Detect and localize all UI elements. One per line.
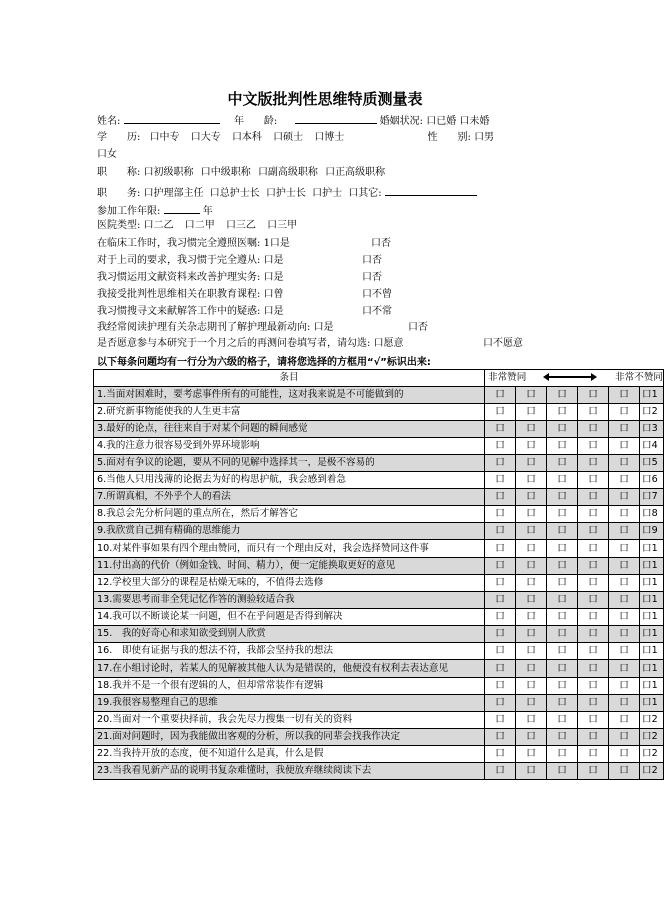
row-item-text: 3.最好的论点，往往来自于对某个问题的瞬间感觉: [94, 421, 485, 438]
rating-checkbox[interactable]: 口: [609, 626, 640, 643]
question-d: [97, 288, 392, 302]
rating-checkbox[interactable]: 口: [547, 746, 578, 763]
female-line: [97, 148, 117, 162]
rating-checkbox[interactable]: 口: [578, 506, 609, 523]
hospital-type-line: [97, 219, 297, 233]
row-item-text: 2.研究新事物能使我的人生更丰富: [94, 404, 485, 421]
position-option-4[interactable]: 口护士: [312, 188, 343, 199]
rating-checkbox[interactable]: 口: [547, 455, 578, 472]
rating-checkbox[interactable]: 口: [578, 387, 609, 404]
rating-checkbox[interactable]: 口: [547, 712, 578, 729]
question-f: [97, 321, 428, 335]
row-item-text: 14.我可以不断谈论某一问题，但不在乎问题是否得到解决: [94, 609, 485, 626]
rating-checkbox[interactable]: 口: [609, 643, 640, 660]
table-row: [94, 729, 664, 746]
table-row: [94, 575, 664, 592]
rating-checkbox[interactable]: 口: [547, 763, 578, 780]
question-d-text: 我接受批判性思维相关在职教育课程:: [97, 289, 261, 300]
question-c-text: 我习惯运用文献资料来改善护理实务:: [97, 272, 261, 283]
edu-option-4[interactable]: 口硕士: [273, 132, 304, 143]
question-c-no[interactable]: 口否: [362, 272, 382, 283]
header-disagree: 非常不赞同: [578, 370, 664, 387]
double-arrow-icon: [547, 376, 593, 378]
rating-checkbox[interactable]: 口: [578, 558, 609, 575]
rating-checkbox[interactable]: 口: [485, 558, 516, 575]
rating-checkbox-last[interactable]: 口3: [640, 421, 664, 438]
rating-checkbox[interactable]: 口: [578, 712, 609, 729]
rating-checkbox[interactable]: 口: [485, 729, 516, 746]
table-row: [94, 489, 664, 506]
rating-checkbox-last[interactable]: 口2: [640, 712, 664, 729]
rating-checkbox-last[interactable]: 口1: [640, 695, 664, 712]
rating-checkbox-last[interactable]: 口1: [640, 609, 664, 626]
rating-checkbox[interactable]: 口: [516, 592, 547, 609]
rating-checkbox[interactable]: 口: [578, 404, 609, 421]
rating-checkbox[interactable]: 口: [516, 746, 547, 763]
rating-checkbox[interactable]: 口: [485, 763, 516, 780]
document-title: 中文版批判性思维特质测量表: [227, 90, 423, 108]
rating-checkbox[interactable]: 口: [609, 387, 640, 404]
rating-checkbox[interactable]: 口: [609, 678, 640, 695]
table-row: [94, 712, 664, 729]
table-row: [94, 404, 664, 421]
married-option[interactable]: 口已婚: [426, 116, 457, 127]
rating-checkbox[interactable]: 口: [485, 404, 516, 421]
rating-checkbox[interactable]: 口: [485, 609, 516, 626]
rating-checkbox[interactable]: 口: [578, 540, 609, 558]
rating-checkbox[interactable]: 口: [547, 660, 578, 678]
rating-checkbox[interactable]: 口: [516, 609, 547, 626]
rating-checkbox[interactable]: 口: [516, 558, 547, 575]
rating-checkbox[interactable]: 口: [547, 575, 578, 592]
rating-checkbox[interactable]: 口: [547, 626, 578, 643]
hospital-option-2[interactable]: 口二甲: [184, 220, 215, 231]
row-item-text: 22.当我持开放的态度，便不知道什么是真，什么是假: [94, 746, 485, 763]
rating-checkbox-last[interactable]: 口2: [640, 729, 664, 746]
rating-checkbox[interactable]: 口: [609, 729, 640, 746]
rating-checkbox-last[interactable]: 口5: [640, 455, 664, 472]
question-b-yes[interactable]: 口是: [263, 255, 284, 266]
rating-checkbox-last[interactable]: 口2: [640, 746, 664, 763]
rating-checkbox[interactable]: 口: [516, 695, 547, 712]
rating-checkbox-last[interactable]: 口6: [640, 472, 664, 489]
rating-checkbox[interactable]: 口: [485, 660, 516, 678]
title-option-2[interactable]: 口中级职称: [200, 167, 251, 178]
row-item-text: 7.所谓真相，不外乎个人的看法: [94, 489, 485, 506]
rating-checkbox[interactable]: 口: [485, 592, 516, 609]
rating-checkbox[interactable]: 口: [547, 609, 578, 626]
rating-checkbox[interactable]: 口: [516, 678, 547, 695]
rating-checkbox[interactable]: 口: [516, 643, 547, 660]
rating-checkbox[interactable]: 口: [578, 523, 609, 540]
rating-checkbox-last[interactable]: 口7: [640, 489, 664, 506]
rating-checkbox[interactable]: 口: [609, 489, 640, 506]
rating-checkbox[interactable]: 口: [578, 489, 609, 506]
rating-checkbox-last[interactable]: 口1: [640, 660, 664, 678]
work-years-label: 参加工作年限:: [97, 206, 161, 217]
prof-title-label: 职 称:: [97, 167, 141, 178]
row-item-text: 8.我总会先分析问题的重点所在，然后才解答它: [94, 506, 485, 523]
position-option-1[interactable]: 口护理部主任: [143, 188, 204, 199]
rating-checkbox[interactable]: 口: [516, 404, 547, 421]
title-option-1[interactable]: 口初级职称: [143, 167, 194, 178]
question-a-no[interactable]: 口否: [371, 238, 391, 249]
hospital-option-4[interactable]: 口三甲: [267, 220, 298, 231]
row-item-text: 16. 即使有证据与我的想法不符，我都会坚持我的想法: [94, 643, 485, 660]
rating-checkbox[interactable]: 口: [609, 540, 640, 558]
rating-checkbox[interactable]: 口: [516, 712, 547, 729]
rating-checkbox[interactable]: 口: [609, 609, 640, 626]
rating-checkbox[interactable]: 口: [578, 438, 609, 455]
rating-checkbox[interactable]: 口: [485, 387, 516, 404]
question-g-yes[interactable]: 口愿意: [373, 338, 404, 349]
rating-checkbox[interactable]: 口: [547, 540, 578, 558]
rating-checkbox[interactable]: 口: [609, 575, 640, 592]
rating-checkbox[interactable]: 口: [609, 404, 640, 421]
rating-checkbox[interactable]: 口: [485, 575, 516, 592]
rating-checkbox[interactable]: 口: [578, 695, 609, 712]
female-option[interactable]: 口女: [97, 149, 117, 160]
table-row: [94, 609, 664, 626]
rating-checkbox[interactable]: 口: [547, 643, 578, 660]
rating-checkbox[interactable]: 口: [485, 455, 516, 472]
rating-checkbox-last[interactable]: 口8: [640, 506, 664, 523]
question-e-yes[interactable]: 口是: [263, 306, 284, 317]
rating-checkbox[interactable]: 口: [578, 421, 609, 438]
position-option-5[interactable]: 口其它:: [348, 188, 382, 199]
question-c-yes[interactable]: 口是: [263, 272, 284, 283]
position-line: [97, 184, 477, 201]
rating-checkbox[interactable]: 口: [547, 404, 578, 421]
row-item-text: 11.付出高的代价（例如金钱、时间、精力），便一定能换取更好的意见: [94, 558, 485, 575]
hospital-type-label: 医院类型:: [97, 220, 141, 231]
row-item-text: 12.学校里大部分的课程是枯燥无味的，不值得去选修: [94, 575, 485, 592]
education-line: [97, 131, 494, 145]
gender-label: 性 别:: [427, 132, 471, 143]
row-item-text: 17.在小组讨论时，若某人的见解被其他人认为是错误的，他便没有权利去表达意见: [94, 660, 485, 678]
rating-checkbox[interactable]: 口: [609, 592, 640, 609]
rating-checkbox[interactable]: 口: [547, 695, 578, 712]
table-row: [94, 763, 664, 780]
rating-checkbox[interactable]: 口: [578, 660, 609, 678]
rating-checkbox[interactable]: 口: [516, 387, 547, 404]
hospital-option-1[interactable]: 口二乙: [143, 220, 174, 231]
table-row: [94, 421, 664, 438]
rating-checkbox[interactable]: 口: [578, 592, 609, 609]
table-row: [94, 695, 664, 712]
question-g-text: 是否愿意参与本研究于一个月之后的再测问卷填写者，请勾选:: [97, 338, 371, 349]
rating-checkbox[interactable]: 口: [609, 712, 640, 729]
rating-checkbox-last[interactable]: 口1: [640, 626, 664, 643]
rating-checkbox[interactable]: 口: [516, 421, 547, 438]
row-item-text: 18.我并不是一个很有逻辑的人，但却常常装作有逻辑: [94, 678, 485, 695]
rating-checkbox[interactable]: 口: [485, 746, 516, 763]
rating-checkbox[interactable]: 口: [547, 421, 578, 438]
question-e: [97, 305, 392, 319]
table-row: [94, 558, 664, 575]
table-row: [94, 660, 664, 678]
table-row: [94, 506, 664, 523]
rating-checkbox[interactable]: 口: [547, 506, 578, 523]
rating-checkbox[interactable]: 口: [547, 558, 578, 575]
question-g: [97, 337, 523, 351]
rating-checkbox[interactable]: 口: [578, 609, 609, 626]
rating-checkbox[interactable]: 口: [485, 643, 516, 660]
rating-checkbox[interactable]: 口: [609, 695, 640, 712]
question-e-text: 我习惯搜寻文来献解答工作中的疑惑:: [97, 306, 261, 317]
rating-checkbox-last[interactable]: 口1: [640, 643, 664, 660]
prof-title-line: [97, 166, 385, 180]
rating-checkbox[interactable]: 口: [578, 643, 609, 660]
rating-checkbox[interactable]: 口: [485, 523, 516, 540]
rating-checkbox[interactable]: 口: [547, 472, 578, 489]
row-item-text: 1.当面对困难时，要考虑事件所有的可能性，这对我来说是不可能做到的: [94, 387, 485, 404]
rating-checkbox[interactable]: 口: [516, 472, 547, 489]
row-item-text: 10.对某件事如果有四个理由赞同，而只有一个理由反对，我会选择赞同这件事: [94, 540, 485, 558]
rating-checkbox[interactable]: 口: [609, 523, 640, 540]
rating-checkbox[interactable]: 口: [578, 678, 609, 695]
rating-checkbox[interactable]: 口: [609, 746, 640, 763]
table-row: [94, 387, 664, 404]
rating-checkbox[interactable]: 口: [578, 729, 609, 746]
rating-checkbox-last[interactable]: 口2: [640, 763, 664, 780]
work-years-line: [97, 202, 213, 219]
edu-option-2[interactable]: 口大专: [190, 132, 221, 143]
row-item-text: 20.当面对一个重要抉择前，我会先尽力搜集一切有关的资料: [94, 712, 485, 729]
question-f-text: 我经常阅读护理有关杂志期刊了解护理最新动向:: [97, 322, 311, 333]
rating-checkbox[interactable]: 口: [578, 626, 609, 643]
rating-checkbox[interactable]: 口: [485, 489, 516, 506]
unmarried-option[interactable]: 口未婚: [459, 116, 490, 127]
name-age-marital-line: [97, 112, 489, 129]
row-item-text: 9.我欣赏自己拥有精确的思维能力: [94, 523, 485, 540]
edu-option-1[interactable]: 口中专: [149, 132, 180, 143]
rating-checkbox[interactable]: 口: [609, 472, 640, 489]
row-item-text: 4.我的注意力很容易受到外界环境影响: [94, 438, 485, 455]
rating-checkbox[interactable]: 口: [547, 489, 578, 506]
rating-checkbox[interactable]: 口: [609, 438, 640, 455]
work-years-field[interactable]: [164, 202, 200, 214]
rating-checkbox[interactable]: 口: [547, 387, 578, 404]
row-item-text: 5.面对有争议的论题，要从不同的见解中选择其一，是极不容易的: [94, 455, 485, 472]
row-item-text: 6.当他人只用浅薄的论据去为好的构思护航，我会感到着急: [94, 472, 485, 489]
rating-checkbox[interactable]: 口: [516, 506, 547, 523]
rating-checkbox[interactable]: 口: [485, 626, 516, 643]
rating-checkbox[interactable]: 口: [485, 678, 516, 695]
question-e-no[interactable]: 口不常: [362, 306, 392, 317]
table-row: [94, 678, 664, 695]
rating-checkbox[interactable]: 口: [609, 455, 640, 472]
rating-checkbox[interactable]: 口: [547, 678, 578, 695]
rating-checkbox[interactable]: 口: [609, 421, 640, 438]
question-g-no[interactable]: 口不愿意: [483, 338, 523, 349]
table-row: [94, 472, 664, 489]
question-f-no[interactable]: 口否: [408, 322, 428, 333]
marital-label: 婚姻状况:: [379, 116, 424, 127]
rating-checkbox[interactable]: 口: [609, 558, 640, 575]
rating-checkbox[interactable]: 口: [516, 575, 547, 592]
position-option-2[interactable]: 口总护士长: [209, 188, 260, 199]
hospital-option-3[interactable]: 口三乙: [225, 220, 256, 231]
rating-checkbox-last[interactable]: 口1: [640, 387, 664, 404]
rating-table: [93, 369, 664, 780]
header-item: 条目: [94, 370, 485, 387]
rating-checkbox[interactable]: 口: [485, 421, 516, 438]
title-option-3[interactable]: 口副高级职称: [257, 167, 318, 178]
rating-checkbox-last[interactable]: 口1: [640, 592, 664, 609]
rating-checkbox[interactable]: 口: [516, 489, 547, 506]
rating-checkbox[interactable]: 口: [485, 472, 516, 489]
table-row: [94, 438, 664, 455]
rating-checkbox[interactable]: 口: [485, 695, 516, 712]
rating-checkbox[interactable]: 口: [516, 729, 547, 746]
rating-checkbox[interactable]: 口: [578, 575, 609, 592]
rating-checkbox[interactable]: 口: [485, 712, 516, 729]
table-row: [94, 626, 664, 643]
rating-checkbox[interactable]: 口: [516, 660, 547, 678]
name-field[interactable]: [124, 112, 220, 124]
rating-checkbox[interactable]: 口: [609, 506, 640, 523]
row-item-text: 21.面对问题时，因为我能做出客观的分析，所以我的同辈会找我作决定: [94, 729, 485, 746]
rating-checkbox[interactable]: 口: [547, 523, 578, 540]
question-d-no[interactable]: 口不曾: [362, 289, 392, 300]
rating-checkbox[interactable]: 口: [516, 540, 547, 558]
question-a: [97, 237, 391, 251]
table-header-row: [94, 370, 664, 387]
table-row: [94, 455, 664, 472]
rating-checkbox[interactable]: 口: [516, 438, 547, 455]
table-body: [94, 387, 664, 780]
question-c: [97, 271, 382, 285]
rating-checkbox[interactable]: 口: [547, 592, 578, 609]
question-b-text: 对于上司的要求，我习惯于完全遵从:: [97, 255, 261, 266]
question-a-yes[interactable]: 1口是: [263, 238, 290, 249]
rating-checkbox-last[interactable]: 口1: [640, 540, 664, 558]
row-item-text: 13.需要思考而非全凭记忆作答的测验较适合我: [94, 592, 485, 609]
rating-checkbox-last[interactable]: 口9: [640, 523, 664, 540]
rating-checkbox[interactable]: 口: [547, 438, 578, 455]
question-f-yes[interactable]: 口是: [313, 322, 334, 333]
age-label: 年 龄:: [233, 116, 278, 127]
title-option-4[interactable]: 口正高级职称: [325, 167, 386, 178]
rating-checkbox[interactable]: 口: [609, 660, 640, 678]
table-row: [94, 643, 664, 660]
question-b-no[interactable]: 口否: [362, 255, 382, 266]
name-label: 姓名:: [97, 116, 121, 127]
position-other-field[interactable]: [385, 184, 477, 196]
male-option[interactable]: 口男: [474, 132, 495, 143]
instruction-text: 以下每条问题均有一行分为六级的格子，请将您选择的方框用“√”标识出来:: [97, 357, 431, 368]
rating-checkbox-last[interactable]: 口1: [640, 678, 664, 695]
rating-checkbox[interactable]: 口: [485, 438, 516, 455]
table-row: [94, 592, 664, 609]
row-item-text: 19.我很容易整理自己的思维: [94, 695, 485, 712]
rating-checkbox[interactable]: 口: [609, 763, 640, 780]
table-row: [94, 540, 664, 558]
edu-option-5[interactable]: 口博士: [314, 132, 345, 143]
rating-checkbox[interactable]: 口: [516, 626, 547, 643]
rating-checkbox[interactable]: 口: [485, 540, 516, 558]
position-option-3[interactable]: 口护士长: [265, 188, 306, 199]
rating-checkbox[interactable]: 口: [485, 506, 516, 523]
rating-checkbox-last[interactable]: 口1: [640, 575, 664, 592]
rating-checkbox[interactable]: 口: [547, 729, 578, 746]
question-a-text: 在临床工作时，我习惯完全遵照医嘱:: [97, 238, 261, 249]
question-d-yes[interactable]: 口曾: [263, 289, 284, 300]
age-field[interactable]: [295, 112, 377, 124]
rating-checkbox[interactable]: 口: [516, 523, 547, 540]
header-agree: 非常赞同: [485, 370, 578, 387]
rating-checkbox-last[interactable]: 口1: [640, 558, 664, 575]
position-label: 职 务:: [97, 188, 141, 199]
rating-checkbox[interactable]: 口: [578, 455, 609, 472]
rating-checkbox[interactable]: 口: [516, 455, 547, 472]
table-row: [94, 746, 664, 763]
question-b: [97, 254, 382, 268]
rating-checkbox-last[interactable]: 口2: [640, 404, 664, 421]
work-years-unit: 年: [202, 206, 213, 217]
education-label: 学 历:: [97, 132, 141, 143]
rating-checkbox[interactable]: 口: [578, 763, 609, 780]
table-row: [94, 523, 664, 540]
rating-checkbox-last[interactable]: 口4: [640, 438, 664, 455]
rating-checkbox[interactable]: 口: [578, 472, 609, 489]
row-item-text: 15. 我的好奇心和求知欲受到别人欣赏: [94, 626, 485, 643]
rating-checkbox[interactable]: 口: [516, 763, 547, 780]
rating-checkbox[interactable]: 口: [578, 746, 609, 763]
row-item-text: 23.当我看见新产品的说明书复杂难懂时，我便放弃继续阅读下去: [94, 763, 485, 780]
edu-option-3[interactable]: 口本科: [231, 132, 262, 143]
